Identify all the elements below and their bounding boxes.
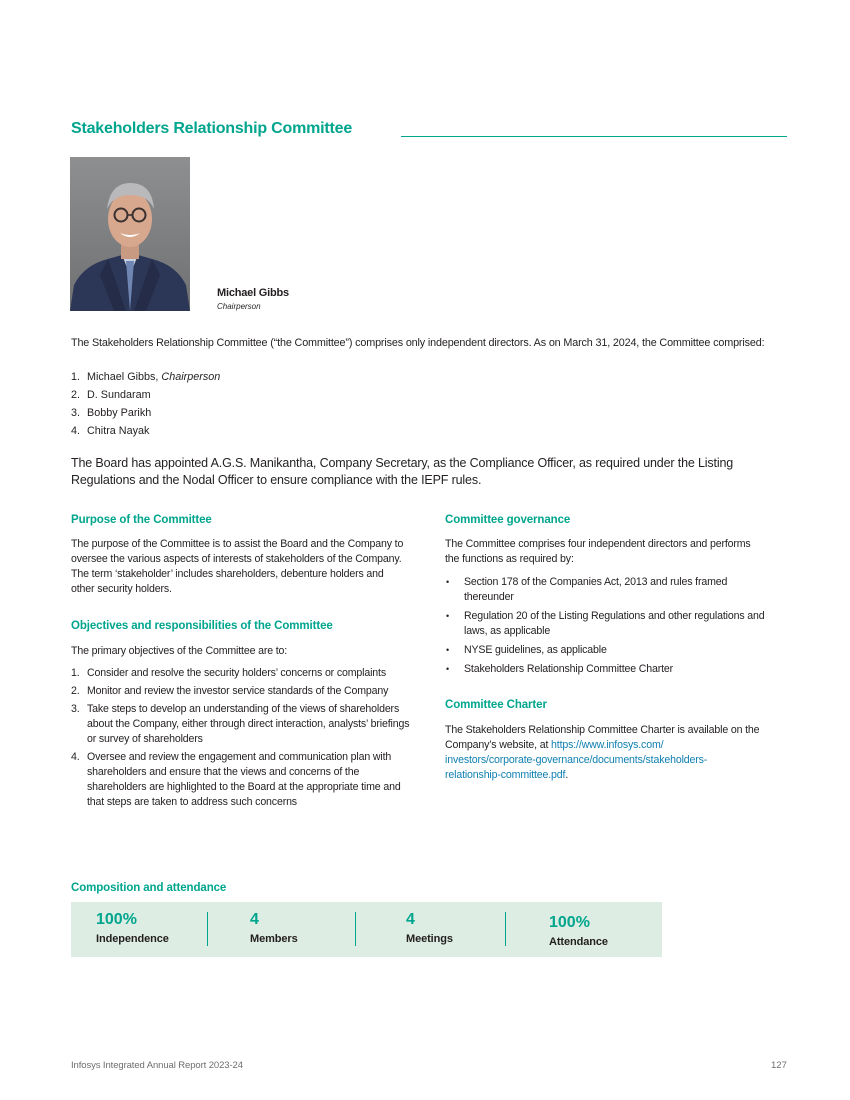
charter-link-text: https://www.infosys.com/ — [551, 739, 664, 751]
member-name: Michael Gibbs, — [87, 371, 162, 383]
stat-divider — [505, 912, 506, 946]
list-item — [71, 424, 220, 442]
list-item — [71, 702, 413, 747]
stat-divider — [207, 912, 208, 946]
list-number: 1. — [71, 371, 81, 383]
page-title: Stakeholders Relationship Committee — [71, 120, 353, 137]
list-item — [71, 370, 220, 388]
list-text: Take steps to develop an understanding of the views of shareholders about the Company, either through direct interaction, analysts’ briefings or survey of shareholders — [87, 703, 410, 745]
objectives-list — [71, 666, 413, 813]
footer-report-title: Infosys Integrated Annual Report 2023-24 — [71, 1060, 243, 1071]
chairperson-name: Michael Gibbs — [217, 287, 289, 299]
stat-label: Attendance — [549, 936, 608, 948]
member-name: Bobby Parikh — [87, 407, 152, 419]
list-text: Oversee and review the engagement and communication plan with shareholders and ensure that the views and concerns of the shareholders are highlighted to the Board at the appropriate time and that steps are taken to address such concerns — [87, 751, 401, 808]
list-item — [71, 406, 220, 424]
governance-intro: The Committee comprises four independent directors and performs the functions as required by: — [445, 538, 751, 565]
member-role: Chairperson — [161, 371, 221, 383]
stat-members — [250, 911, 298, 945]
list-number: 4. — [71, 751, 80, 763]
stat-value: 100% — [96, 911, 137, 928]
list-item — [71, 666, 413, 681]
stat-label: Members — [250, 933, 298, 945]
charter-link-text: relationship-committee.pdf — [445, 769, 566, 781]
list-text: Consider and resolve the security holders’ concerns or complaints — [87, 667, 386, 679]
list-item — [71, 684, 413, 699]
objectives-intro: The primary objectives of the Committee are to: — [71, 645, 288, 657]
list-text: Monitor and review the investor service standards of the Company — [87, 685, 389, 697]
list-item — [71, 750, 413, 810]
page-number: 127 — [771, 1060, 787, 1071]
list-item: • Section 178 of the Companies Act, 2013 and rules framed thereunder — [445, 575, 775, 605]
list-item: • Stakeholders Relationship Committee Charter — [445, 662, 775, 677]
stat-independence — [96, 911, 169, 945]
list-item: • NYSE guidelines, as applicable — [445, 643, 775, 658]
board-note: The Board has appointed A.G.S. Manikantha, Company Secretary, as the Compliance Officer, as required under the Listing Regulations and the Nodal Officer to ensure compliance with the IEPF rules. — [71, 456, 734, 487]
charter-text — [445, 723, 775, 783]
governance-list — [445, 575, 775, 681]
list-item: • Regulation 20 of the Listing Regulations and other regulations and laws, as applicable — [445, 609, 775, 639]
composition-heading: Composition and attendance — [71, 882, 227, 894]
governance-heading: Committee governance — [445, 514, 571, 526]
member-name: Chitra Nayak — [87, 425, 150, 437]
intro-paragraph: The Stakeholders Relationship Committee (“the Committee”) comprises only independent directors. As on March 31, 2024, the Committee comprised: — [71, 337, 765, 349]
portrait-illustration — [70, 157, 190, 311]
stat-value: 4 — [250, 911, 259, 928]
purpose-heading: Purpose of the Committee — [71, 514, 212, 526]
page-title-wrap — [71, 120, 787, 140]
chairperson-role: Chairperson — [217, 302, 261, 311]
charter-body: The Stakeholders Relationship Committee Charter is available on the Company’s website, at — [445, 724, 760, 751]
charter-link-text: investors/corporate-governance/documents/stakeholders- — [445, 754, 708, 766]
purpose-text: The purpose of the Committee is to assist the Board and the Company to oversee the various aspects of interests of stakeholders of the Company. The term ‘stakeholder’ includes shareholders, debenture holders and other security holders. — [71, 538, 404, 595]
stat-value: 100% — [549, 914, 590, 931]
member-list — [71, 370, 220, 442]
list-number: 2. — [71, 685, 80, 697]
list-number: 4. — [71, 425, 81, 437]
stat-label: Independence — [96, 933, 169, 945]
title-rule — [401, 136, 787, 137]
chairperson-photo — [70, 157, 190, 311]
list-item — [71, 388, 220, 406]
stat-label: Meetings — [406, 933, 453, 945]
stat-value: 4 — [406, 911, 415, 928]
stat-meetings — [406, 911, 453, 945]
composition-stats — [71, 902, 662, 957]
charter-tail: . — [565, 769, 569, 781]
list-number: 3. — [71, 407, 81, 419]
objectives-heading: Objectives and responsibilities of the Committee — [71, 620, 333, 632]
list-number: 3. — [71, 703, 80, 715]
list-number: 1. — [71, 667, 80, 679]
charter-heading: Committee Charter — [445, 699, 547, 711]
member-name: D. Sundaram — [87, 389, 151, 401]
list-number: 2. — [71, 389, 81, 401]
stat-attendance — [549, 914, 608, 948]
stat-divider — [355, 912, 356, 946]
